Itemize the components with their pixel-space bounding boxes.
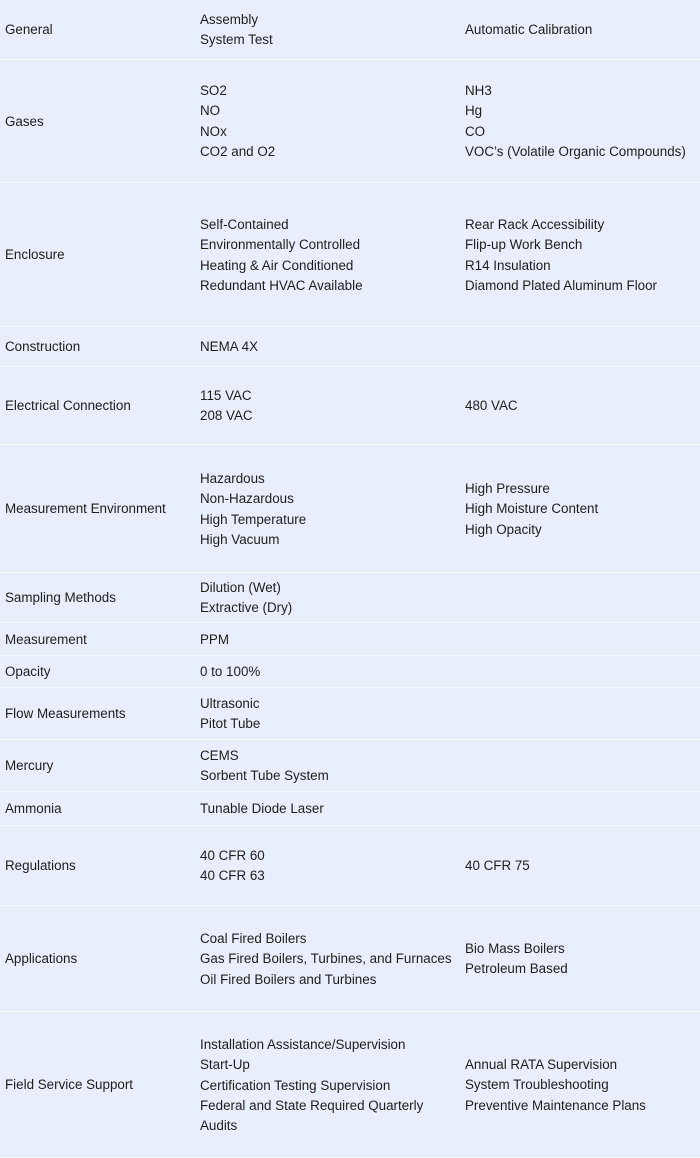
row-primary-values — [200, 746, 462, 787]
value-line: Annual RATA Supervision — [465, 1057, 618, 1072]
value-line: 0 to 100% — [200, 664, 261, 679]
table-row-mercury — [0, 740, 700, 792]
row-primary-values — [200, 799, 462, 819]
table-row-applications — [0, 906, 700, 1012]
value-line: Bio Mass Boilers — [465, 941, 565, 956]
table-row-electrical-connection — [0, 367, 700, 445]
row-secondary-values — [465, 1055, 697, 1116]
value-line: Start-Up — [200, 1057, 250, 1073]
value-line: Coal Fired Boilers — [200, 931, 307, 946]
table-row-flow-measurements — [0, 688, 700, 740]
value-line: CO2 and O2 — [200, 143, 276, 159]
row-label: Construction — [5, 339, 81, 354]
value-line: Redundant HVAC Available — [200, 277, 363, 293]
row-label: Field Service Support — [5, 1077, 134, 1092]
value-line: Dilution (Wet) — [200, 580, 281, 595]
value-line: NO — [200, 103, 221, 119]
row-primary-values — [200, 929, 462, 990]
row-primary-values — [200, 10, 462, 51]
value-line: CO — [465, 123, 486, 139]
value-line: Self-Contained — [200, 217, 289, 232]
row-primary-values — [200, 1035, 462, 1136]
row-secondary-values — [465, 856, 697, 876]
row-secondary-values — [465, 81, 697, 162]
value-line: High Temperature — [200, 511, 307, 527]
table-row-general — [0, 0, 700, 60]
value-line: High Moisture Content — [465, 501, 599, 517]
table-row-construction — [0, 327, 700, 367]
value-line: Pitot Tube — [200, 716, 261, 732]
row-primary-values — [200, 630, 462, 650]
row-label: Regulations — [5, 858, 76, 873]
value-line: Gas Fired Boilers, Turbines, and Furnaces — [200, 951, 452, 967]
table-row-sampling-methods — [0, 573, 700, 623]
row-primary-values — [200, 81, 462, 162]
row-label: Gases — [5, 114, 44, 129]
value-line: 480 VAC — [465, 398, 518, 413]
value-line: Federal and State Required Quarterly — [200, 1097, 424, 1113]
table-row-measurement — [0, 623, 700, 656]
value-line: Tunable Diode Laser — [200, 801, 324, 816]
row-label: Sampling Methods — [5, 590, 116, 605]
value-line: Ultrasonic — [200, 696, 260, 711]
value-line: 40 CFR 63 — [200, 868, 265, 884]
row-label: Ammonia — [5, 801, 62, 816]
value-line: PPM — [200, 632, 230, 647]
table-row-enclosure — [0, 183, 700, 327]
value-line: SO2 — [200, 83, 227, 98]
row-label: Measurement — [5, 632, 87, 647]
table-row-opacity — [0, 656, 700, 688]
value-line: Installation Assistance/Supervision — [200, 1037, 406, 1052]
row-label: Measurement Environment — [5, 501, 166, 516]
value-line: Rear Rack Accessibility — [465, 217, 605, 232]
row-primary-values — [200, 662, 462, 682]
value-line: Diamond Plated Aluminum Floor — [465, 277, 658, 293]
value-line: High Vacuum — [200, 531, 280, 547]
value-line: R14 Insulation — [465, 257, 551, 273]
value-line: Audits — [200, 1118, 238, 1134]
table-row-gases — [0, 60, 700, 183]
row-primary-values — [200, 846, 462, 887]
table-row-field-service-support — [0, 1012, 700, 1158]
value-line: NH3 — [465, 83, 492, 98]
value-line: Environmentally Controlled — [200, 237, 361, 253]
row-secondary-values — [465, 479, 697, 540]
value-line: Hg — [465, 103, 483, 119]
value-line: Hazardous — [200, 471, 265, 486]
row-label: Mercury — [5, 758, 54, 773]
row-label: Flow Measurements — [5, 706, 126, 721]
value-line: Oil Fired Boilers and Turbines — [200, 971, 377, 987]
row-secondary-values — [465, 215, 697, 296]
row-primary-values — [200, 386, 462, 427]
table-row-regulations — [0, 826, 700, 906]
value-line: Extractive (Dry) — [200, 600, 293, 616]
value-line: High Pressure — [465, 481, 550, 496]
value-line: 115 VAC — [200, 388, 252, 403]
row-label: Enclosure — [5, 247, 65, 262]
value-line: 208 VAC — [200, 408, 253, 424]
row-secondary-values — [465, 20, 697, 40]
value-line: High Opacity — [465, 521, 542, 537]
value-line: NOx — [200, 123, 227, 139]
value-line: CEMS — [200, 748, 239, 763]
value-line: System Troubleshooting — [465, 1077, 609, 1093]
row-primary-values — [200, 694, 462, 735]
value-line: 40 CFR 75 — [465, 858, 530, 873]
value-line: Preventive Maintenance Plans — [465, 1097, 646, 1113]
row-secondary-values — [465, 939, 697, 980]
row-primary-values — [200, 469, 462, 550]
row-primary-values — [200, 215, 462, 296]
value-line: Automatic Calibration — [465, 22, 593, 37]
row-label: Applications — [5, 951, 78, 966]
row-label: Electrical Connection — [5, 398, 131, 413]
row-secondary-values — [465, 396, 697, 416]
table-row-measurement-environment — [0, 445, 700, 573]
value-line: Heating & Air Conditioned — [200, 257, 354, 273]
value-line: Flip-up Work Bench — [465, 237, 583, 253]
table-row-ammonia — [0, 792, 700, 826]
value-line: Assembly — [200, 12, 259, 27]
value-line: NEMA 4X — [200, 339, 259, 354]
row-primary-values — [200, 337, 462, 357]
value-line: Petroleum Based — [465, 961, 568, 977]
value-line: System Test — [200, 32, 273, 48]
value-line: VOC’s (Volatile Organic Compounds) — [465, 143, 686, 159]
value-line: Non-Hazardous — [200, 491, 294, 507]
value-line: Certification Testing Supervision — [200, 1077, 391, 1093]
value-line: Sorbent Tube System — [200, 768, 329, 784]
row-label: General — [5, 22, 53, 37]
value-line: 40 CFR 60 — [200, 848, 265, 863]
row-label: Opacity — [5, 664, 51, 679]
row-primary-values — [200, 578, 462, 619]
